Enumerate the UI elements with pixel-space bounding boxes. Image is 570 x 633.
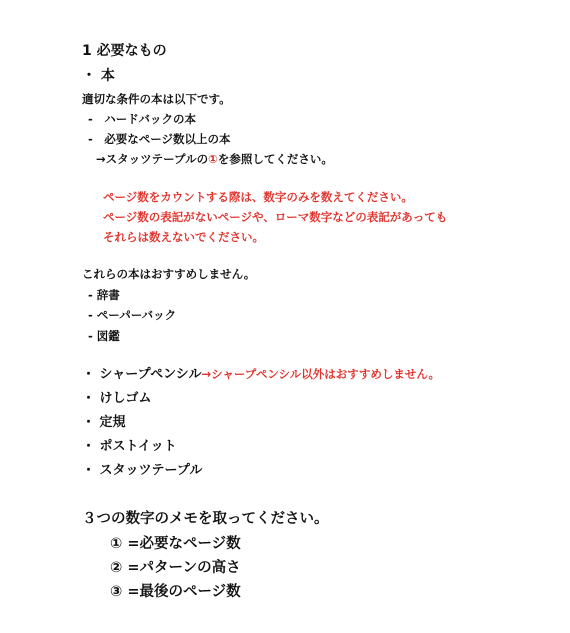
note-line: ページ数の表記がないページや、ローマ数字などの表記があっても <box>103 210 448 224</box>
note-line: ページ数をカウントする際は、数字のみを数えてください。 <box>103 190 413 204</box>
intro-text: 適切な条件の本は以下です。 <box>82 92 231 106</box>
note-line: それらは数えないでください。 <box>103 230 264 244</box>
memo-item: ③ =最後のページ数 <box>110 584 241 600</box>
not-recommended-item: - ペーパーバック <box>88 308 177 322</box>
reference-prefix: →スタッツテープルの <box>96 152 209 166</box>
tool-pencil-line <box>82 368 440 381</box>
tool-item: ・ ポストイット <box>82 439 177 454</box>
not-recommended-intro: これらの本はおすすめしません。 <box>82 267 256 281</box>
section-heading: 1 必要なもの <box>82 43 167 59</box>
not-recommended-item: - 図鑑 <box>88 329 120 343</box>
bullet-book: ・ 本 <box>82 68 115 84</box>
condition-item: - 必要なページ数以上の本 <box>88 132 231 146</box>
section3-heading: ３つの数字のメモを取ってください。 <box>82 511 329 527</box>
tool-item: ・ けしゴム <box>82 391 152 406</box>
reference-suffix: を参照してください。 <box>217 152 333 166</box>
memo-item: ① =必要なページ数 <box>110 536 241 552</box>
condition-item: - ハードバックの本 <box>88 112 197 126</box>
tool-item: ・ 定規 <box>82 415 126 430</box>
tool-pencil-label: ・ シャープペンシル <box>82 367 202 382</box>
reference-mark: ① <box>208 152 218 166</box>
reference-line <box>96 154 333 166</box>
memo-item: ② =パターンの高さ <box>110 560 241 576</box>
tool-pencil-note: →シャープペンシル以外はおすすめしません。 <box>201 367 441 381</box>
not-recommended-item: - 辞書 <box>88 288 120 302</box>
tool-item: ・ スタッツテープル <box>82 463 203 478</box>
